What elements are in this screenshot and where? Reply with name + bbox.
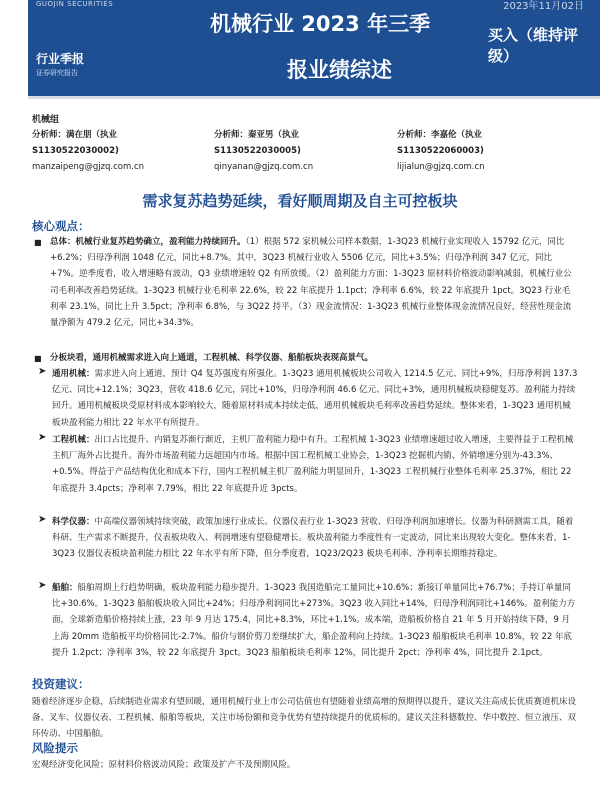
core-segment-lead: 分板块看，通用机械需求进入向上通道，工程机械、科学仪器、船舶板块表现高景气。 bbox=[50, 353, 374, 363]
report-title-line2: 报业绩综述 bbox=[287, 58, 392, 82]
report-type: 行业季报 bbox=[36, 52, 85, 66]
core-overall-lead: 总体：机械行业复苏趋势确立，盈利能力持续回升。 bbox=[50, 237, 246, 247]
square-bullet-icon: ■ bbox=[34, 354, 42, 363]
scientific-instrument-body: 中高端仪器领域持续突破，政策加速行业成长。仪器仪表行业 1-3Q23 营收、归母净利润加速增长。仪器为科研测需工具，随着科研、生产需求不断提升，仪表板块收入、利润增速有望稳健增长。板块盈利能力季度性有一定波动，同比来出现较大变化。整体来看，1-3Q23 仪器仪表板块盈利能力相比 22 年水平有所下降，但分季度看，1Q23/2Q23 板块毛利率、净利率长期维持稳定。 bbox=[52, 517, 574, 560]
analyst-email[interactable]: qinyanan@gjzq.com.cn bbox=[214, 162, 314, 172]
general-machinery-body: 需求进入向上通道，预计 Q4 复苏强度有所强化。1-3Q23 通用机械板块公司收入 1214.5 亿元、同比+9%，归母净利润 137.3 亿元、同比+12.1%；3Q23，营收 418.6 亿元，同比+10%，归母净利润 46.6 亿元、同比+3%，通用机械板块稳健复苏。盈利能力持续回升。通用机械板块受原材料成本影响较大，随着原材料成本持续走低，通用机械板块毛利率改善趋势延续。整体来看，1-3Q23 通用机械板块盈利能力相比 22 年水平有所提升。 bbox=[52, 369, 578, 428]
arrow-bullet-icon: ➤ bbox=[38, 432, 47, 443]
analyst-role: 分析师：满在朋（执业 bbox=[32, 130, 118, 140]
general-machinery-paragraph bbox=[52, 366, 578, 431]
shipbuilding-paragraph bbox=[52, 580, 578, 661]
company-logo-text: GUOJIN SECURITIES bbox=[36, 0, 114, 8]
core-heading: 核心观点： bbox=[32, 219, 90, 233]
invest-heading: 投资建议： bbox=[32, 677, 90, 691]
square-bullet-icon: ■ bbox=[34, 238, 42, 247]
scientific-instrument-lead: 科学仪器： bbox=[52, 517, 95, 527]
report-date: 2023年11月02日 bbox=[503, 1, 584, 12]
left-margin bbox=[0, 0, 28, 800]
analyst-email[interactable]: manzaipeng@gjzq.com.cn bbox=[32, 162, 145, 172]
shipbuilding-body: 船舶周期上行趋势明确，板块盈利能力稳步提升。1-3Q23 我国造船完工量同比+10.6%；新接订单量同比+76.7%；手持订单量同比+30.6%。1-3Q23 船舶板块收入同比+24%；归母净利润同比+273%。3Q23 收入同比+14%，归母净利润同比+146%。盈利能力方面，全球新造船价格持续上涨，23 年 9 月达 175.4，同比+8.3%，环比+1.1%。成本端，造船板价格自 21 年 5 月开始持续下降，9 月上海 20mm 造船板平均价格同比-2.7%。船价与钢价剪刀差继续扩大，船企盈利向上持续。1-3Q23 船舶板块毛利率 10.8%，较 22 年底提升 1.2pct；净利率 3%，较 22 年底提升 3pct。3Q23 船舶板块毛利率 12%，同比提升 2pct；净利率 4%，同比提升 2.1pct。 bbox=[52, 583, 576, 658]
arrow-bullet-icon: ➤ bbox=[38, 514, 47, 525]
invest-body: 随着经济逐步企稳，后续制造业需求有望回暖，通用机械行业上市公司估值也有望随着业绩高增的预期得以提升，建议关注高成长优质赛道机床设备、叉车、仪器仪表、工程机械、船舶等板块，关注市场份额和竞争优势有望持续提升的优质标的。建议关注科德数控、华中数控、恒立液压、双环传动、中国船舶。 bbox=[32, 697, 577, 740]
analyst-role: 分析师：秦亚男（执业 bbox=[214, 130, 300, 140]
analyst-cert: S1130522060003) bbox=[397, 146, 484, 156]
analyst-cert: S1130522030002) bbox=[32, 146, 119, 156]
analyst-3 bbox=[397, 127, 485, 175]
scientific-instrument-paragraph bbox=[52, 514, 578, 563]
rating-badge: 买入（维持评级） bbox=[488, 26, 579, 65]
shipbuilding-lead: 船舶： bbox=[52, 583, 78, 593]
arrow-bullet-icon: ➤ bbox=[38, 366, 47, 377]
report-subtype: 证券研究报告 bbox=[36, 69, 78, 77]
report-title-line1: 机械行业 2023 年三季 bbox=[210, 12, 431, 36]
engineering-machinery-body: 出口占比提升、内销复苏渐行渐近，主机厂盈利能力稳中有升。工程机械 1-3Q23 业绩增速超过收入增速，主要得益于工程机械主机厂海外占比提升。海外市场盈利能力远超国内市场。根据中国工程机械工业协会，1-3Q23 挖掘机内销、外销增速分别为-43.3%、+0.5%。得益于产品结构优化和成本下行，国内工程机械主机厂盈利能力明显回升，1-3Q23 工程机械行业整体毛利率 25.37%，相比 22 年底提升 3.4pcts；净利率 7.79%，相比 22 年底提升近 3pcts。 bbox=[52, 435, 574, 494]
engineering-machinery-paragraph bbox=[52, 432, 578, 497]
engineering-machinery-lead: 工程机械： bbox=[52, 435, 95, 445]
risk-body: 宏观经济变化风险；原材料价格波动风险；政策及扩产不及预期风险。 bbox=[32, 760, 296, 770]
analyst-2 bbox=[214, 127, 313, 175]
analyst-email[interactable]: lijialun@gjzq.com.cn bbox=[397, 162, 485, 172]
team-name: 机械组 bbox=[32, 115, 60, 125]
general-machinery-lead: 通用机械： bbox=[52, 369, 95, 379]
core-segment-paragraph bbox=[50, 350, 578, 366]
header-divider bbox=[28, 96, 600, 99]
risk-heading: 风险提示 bbox=[32, 741, 78, 755]
analyst-1 bbox=[32, 127, 144, 175]
report-headline: 需求复苏趋势延续，看好顺周期及自主可控板块 bbox=[142, 192, 458, 210]
core-overall-body: （1）根据 572 家机械公司样本数据，1-3Q23 机械行业实现收入 15792 亿元，同比+6.2%；归母净利润 1048 亿元，同比+8.7%。其中，3Q23 机械行业收入 5506 亿元，同比+3.5%；归母净利润 347 亿元，同比+7%。逆季度看，收入增速略有波动，Q3 业绩增速较 Q2 有所放缓。（2）盈利能力方面：1-3Q23 原材料价格波动影响减弱，机械行业公司毛利率改善趋势延续。1-3Q23 机械行业毛利率 22.6%，较 22 年底提升 1.1pct；净利率 6.6%，较 22 年底提升 1pct。3Q23 行业毛利率 23.1%，同比上升 3.5pct；净利率 6.8%，与 3Q22 持平。（3）现金流情况：1-3Q23 机械行业整体现金流情况良好，经营性现金流量净额为 479.2 亿元，同比+34.3%。 bbox=[50, 237, 572, 329]
analyst-role: 分析师：李嘉伦（执业 bbox=[397, 130, 483, 140]
analyst-cert: S1130522030005) bbox=[214, 146, 301, 156]
report-header bbox=[28, 0, 600, 96]
core-overall-paragraph bbox=[50, 234, 578, 331]
arrow-bullet-icon: ➤ bbox=[38, 580, 47, 591]
